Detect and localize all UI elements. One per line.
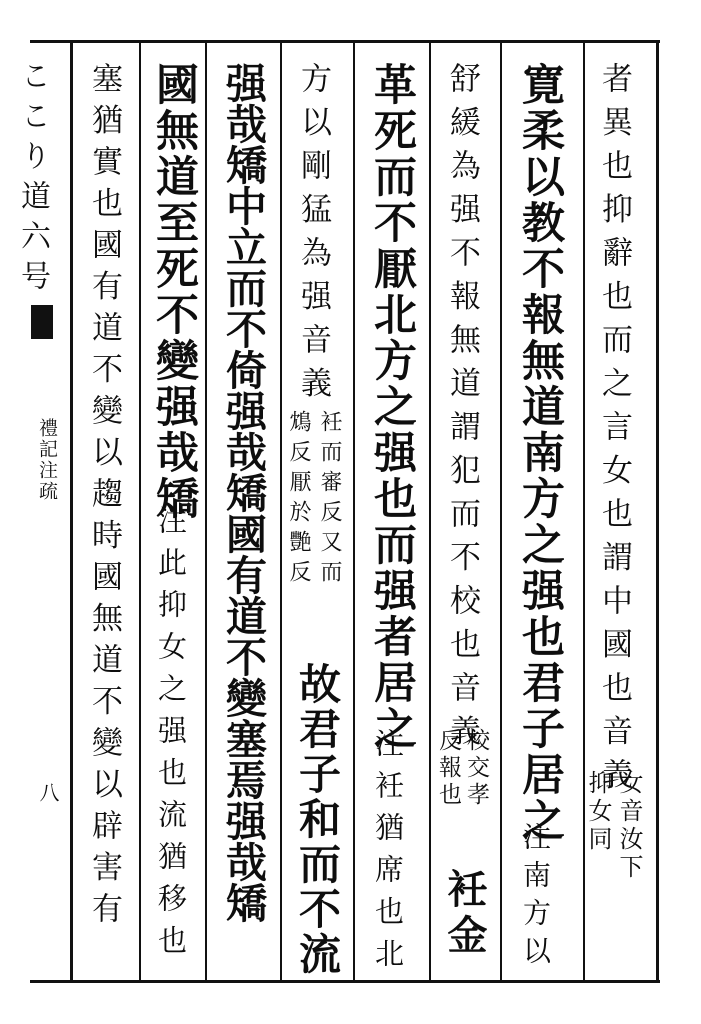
text-column-3 (444, 62, 480, 758)
inline-note: 衽而審反又而 (317, 410, 342, 590)
column-text: 方以剛猛為强音義 (295, 62, 331, 410)
column-text: 者異也抑辭也而之言女也謂中國也音義 (596, 62, 632, 802)
left-border (70, 40, 73, 983)
text-column-1 (596, 62, 632, 802)
column-text-tail: 衽金 (441, 868, 488, 960)
column-rule (500, 43, 502, 980)
inline-note: 抑女同 (584, 770, 612, 854)
book-title: 禮記注疏 (36, 418, 58, 502)
text-column-7 (149, 62, 199, 522)
column-rule (429, 43, 431, 980)
column-text-tail: 故君子和而不流 (293, 662, 342, 977)
right-border (656, 40, 659, 983)
column-text: 舒緩為强不報無道謂犯而不校也音義 (444, 62, 480, 758)
fishtail-mark (31, 305, 53, 339)
inline-note: 女音汝下 (615, 770, 643, 882)
column-text: 塞猶實也國有道不變以趨時國無道不變以辟害有 (86, 62, 122, 934)
margin-signature: ここり道六号 (15, 60, 50, 300)
inline-note: 注此抑女之强也流猶移也 (154, 505, 188, 967)
text-column-8 (86, 62, 122, 934)
text-column-2 (515, 62, 565, 844)
column-text: 寛柔以教不報無道南方之强也君子居之 (515, 62, 565, 844)
column-rule (280, 43, 282, 980)
inline-note: 注南方以 (519, 822, 552, 974)
column-rule (205, 43, 207, 980)
inline-note: 鴆反厭於艷反 (286, 410, 311, 590)
column-text: 國無道至死不變强哉矯 (149, 62, 199, 522)
page-number: 八 (36, 782, 60, 802)
top-border (30, 40, 660, 43)
column-rule (139, 43, 141, 980)
column-text: 革死而不厭北方之强也而强者居之 (367, 62, 417, 752)
text-column-4 (367, 62, 417, 752)
column-rule (353, 43, 355, 980)
bottom-border (30, 980, 660, 983)
inline-note: 注衽猶席也北 (371, 728, 405, 980)
text-column-5 (295, 62, 331, 410)
inline-note: 校交孝 (463, 728, 489, 809)
inline-note: 反報也 (435, 728, 461, 809)
column-text: 强哉矯中立而不倚强哉矯國有道不變塞焉强哉矯 (219, 62, 267, 923)
text-column-6 (219, 62, 267, 923)
